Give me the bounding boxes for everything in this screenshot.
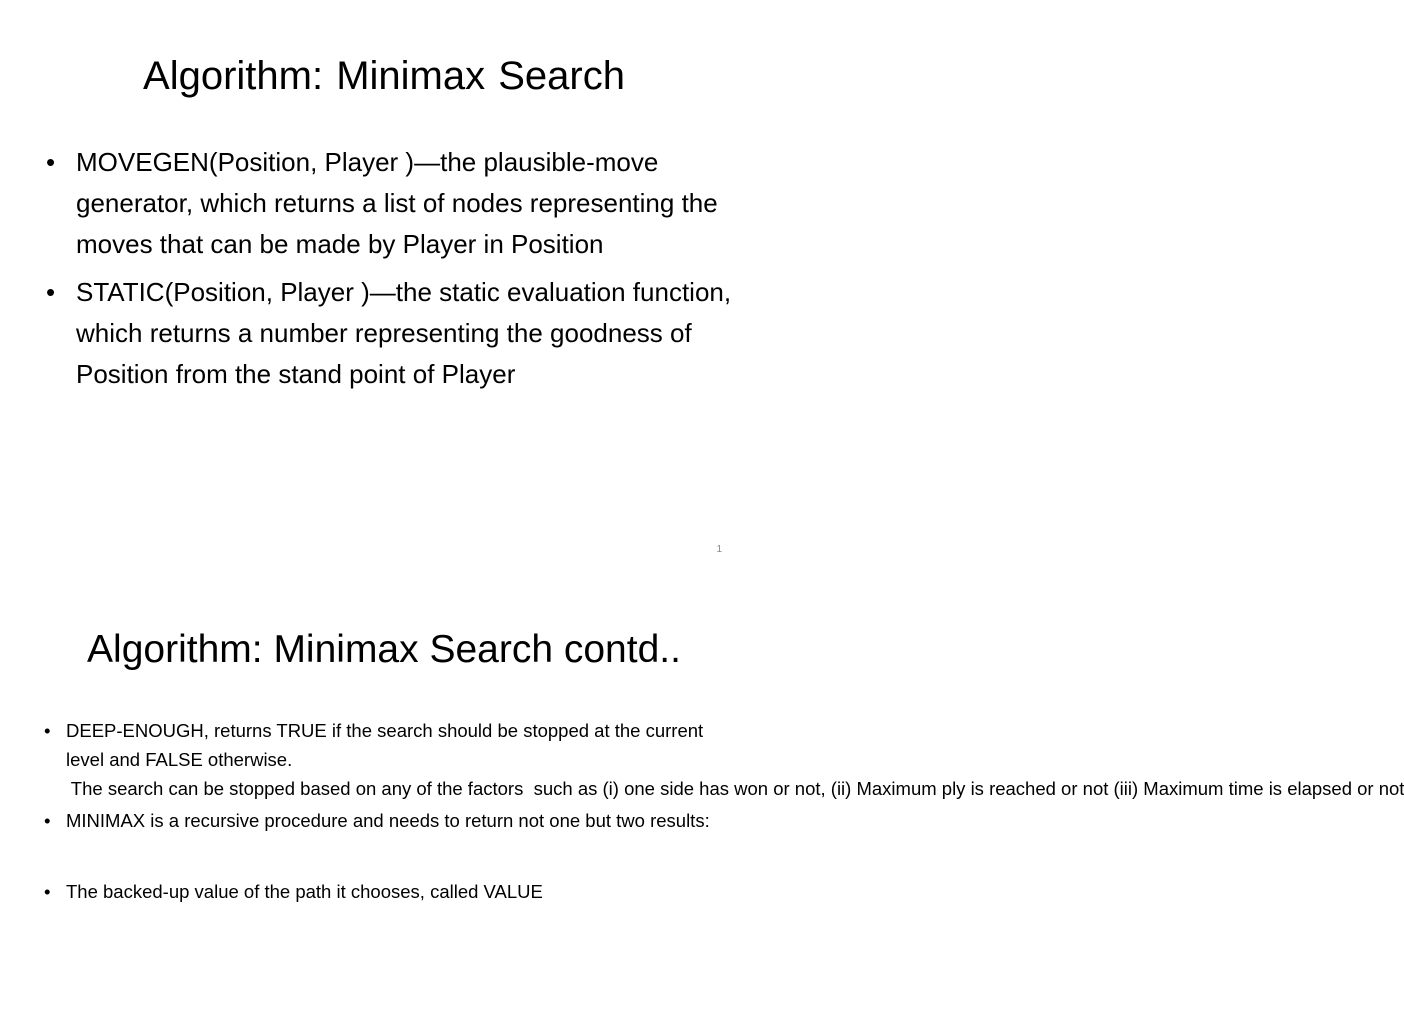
bullet-list [46, 142, 746, 402]
bullet-continuation-paragraph [44, 774, 1404, 803]
bullet-item-value [44, 877, 744, 906]
bullet-marker: • [46, 277, 56, 307]
bullet-text: STATIC(Position, Player )—the static evaluation function, which returns a number representing the goodness of Position from the stand point of Player [76, 277, 732, 389]
bullet-item-movegen [46, 142, 746, 265]
bullet-item-deep-enough [44, 716, 744, 774]
bullet-marker: • [46, 147, 56, 177]
bullet-item-minimax [44, 806, 744, 835]
slide-title: Algorithm: Minimax Search contd.. [87, 628, 681, 671]
bullet-marker: • [44, 810, 51, 831]
bullet-text: MINIMAX is a recursive procedure and needs to return not one but two results: [66, 810, 710, 831]
page-number: 1 [716, 544, 722, 555]
bullet-marker: • [44, 720, 51, 741]
bullet-text: DEEP-ENOUGH, returns TRUE if the search should be stopped at the current level and FALSE otherwise. [66, 720, 704, 770]
bullet-marker: • [44, 881, 51, 902]
bullet-text: The backed-up value of the path it chooses, called VALUE [66, 881, 543, 902]
bullet-item-static [46, 272, 746, 395]
bullet-list [44, 716, 1404, 906]
slide-2 [0, 566, 1404, 1024]
bullet-text: MOVEGEN(Position, Player )—the plausible-move generator, which returns a list of nodes representing the moves that can be made by Player in Position [76, 147, 718, 259]
slide-title: Algorithm: Minimax Search [143, 54, 625, 98]
slide-1 [0, 0, 768, 566]
paragraph-text: The search can be stopped based on any of the factors such as (i) one side has won or not, (ii) Maximum ply is reached or not (iii) Maximum time is elapsed or not [66, 778, 1404, 799]
